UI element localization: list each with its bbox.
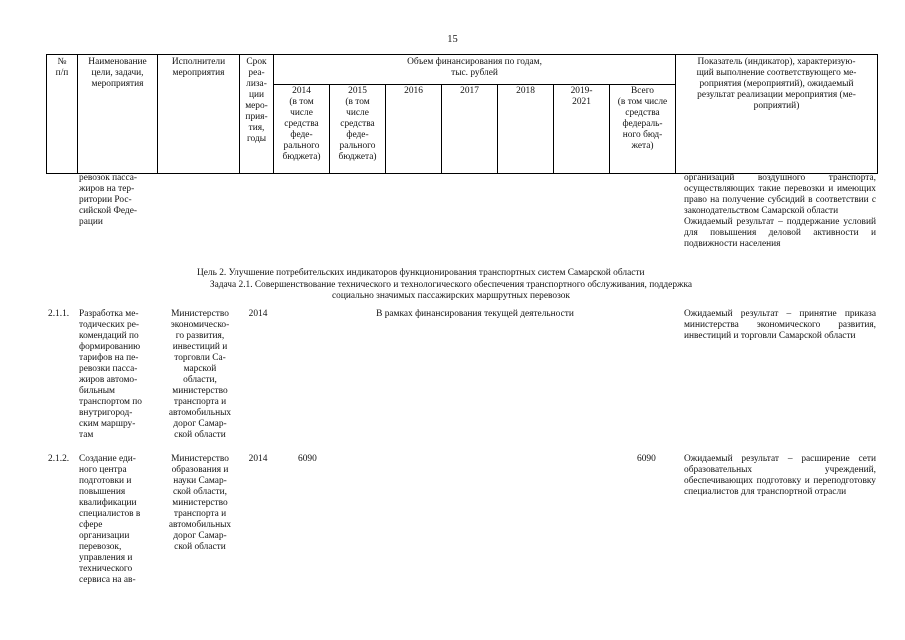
header-indicator <box>676 55 878 174</box>
row-executor: Министерство образования и науки Самар- ской области, министерство транспорта и автомобильных дорог Самар- ской области <box>168 454 232 552</box>
header-year-2014-text: 2014 (в том числе средства феде- рального бюджета) <box>282 86 321 162</box>
header-year-2015-text: 2015 (в том числе средства феде- рального бюджета) <box>338 86 377 162</box>
page-number: 15 <box>447 34 458 45</box>
row-indicator: Ожидаемый результат – принятие приказа министерства экономического развития, инвестиций и торговли Самарской области <box>684 309 876 341</box>
row-term: 2014 <box>248 309 268 319</box>
row-executor: Министерство экономическо- го развития, инвестиций и торговли Са- марской области, министерство транспорта и автомобильных дорог Самар- ской области <box>168 309 232 440</box>
header-term <box>240 55 274 174</box>
row-name: Создание еди- ного центра подготовки и повышения квалификации специалистов в сфере организации перевозок, управления и технического сервиса на ав- <box>79 454 141 585</box>
row-name: Разработка ме- тодических ре- комендаций по формированию тарифов на пе- ревозки пасса- жиров автомо- бильным транспортом по внутригород- ским маршру- там <box>79 309 142 440</box>
header-name <box>78 55 158 174</box>
row-value-2014: 6090 <box>298 454 317 464</box>
header-executor-text: Исполнители мероприятия <box>171 57 226 78</box>
header-year-2017 <box>442 85 498 174</box>
continued-name: ревозок пасса- жиров на тер- ритории Рос- сийской Феде- рации <box>79 173 138 227</box>
row-finance-note: В рамках финансирования текущей деятельности <box>376 309 574 319</box>
table-header <box>46 54 878 174</box>
row-value-total: 6090 <box>637 454 656 464</box>
header-year-2016 <box>386 85 442 174</box>
header-term-text: Срок реа- лиза- ции меро- прия- тия, годы <box>245 57 268 144</box>
header-year-2016-text: 2016 <box>404 86 423 96</box>
header-num-text: № п/п <box>55 57 69 78</box>
row-num: 2.1.1. <box>48 309 70 319</box>
row-indicator: Ожидаемый результат – расширение сети образовательных учреждений, обеспечивающих подготовку и переподготовку специалистов для транспортной отрасли <box>684 454 876 497</box>
header-executor <box>158 55 240 174</box>
row-num: 2.1.2. <box>48 454 70 464</box>
header-year-2019-2021 <box>554 85 610 174</box>
header-num <box>47 55 78 174</box>
header-year-2015 <box>330 85 386 174</box>
goal-heading: Цель 2. Улучшение потребительских индикаторов функционирования транспортных систем Самарской области <box>197 268 645 278</box>
header-finance <box>274 55 676 85</box>
header-year-2018 <box>498 85 554 174</box>
header-year-2019-2021-text: 2019- 2021 <box>570 86 593 107</box>
header-year-2018-text: 2018 <box>516 86 535 96</box>
row-term: 2014 <box>248 454 268 464</box>
header-year-2014 <box>274 85 330 174</box>
header-year-2017-text: 2017 <box>460 86 479 96</box>
header-name-text: Наименование цели, задачи, мероприятия <box>88 57 147 89</box>
task-heading: Задача 2.1. Совершенствование технического и технологического обеспечения транспортного обслуживания, поддержка социально значимых пассажирских маршрутных перевозок <box>209 280 693 301</box>
header-total <box>610 85 676 174</box>
header-finance-text: Объем финансирования по годам, тыс. рублей <box>407 57 542 78</box>
continued-indicator: организаций воздушного транспорта, осуществляющих такие перевозки и имеющих право на получение субсидий в соответствии с законодательством Самарской области Ожидаемый результат – поддержание условий для повышения деловой активности и подвижности населения <box>684 173 876 249</box>
header-total-text: Всего (в том числе средства федераль- ного бюд- жета) <box>617 86 668 151</box>
header-indicator-text: Показатель (индикатор), характеризую- щий выполнение соответствующего ме- роприятия (мероприятий), ожидаемый результат реализации мероприятия (ме- роприятий) <box>696 57 857 111</box>
